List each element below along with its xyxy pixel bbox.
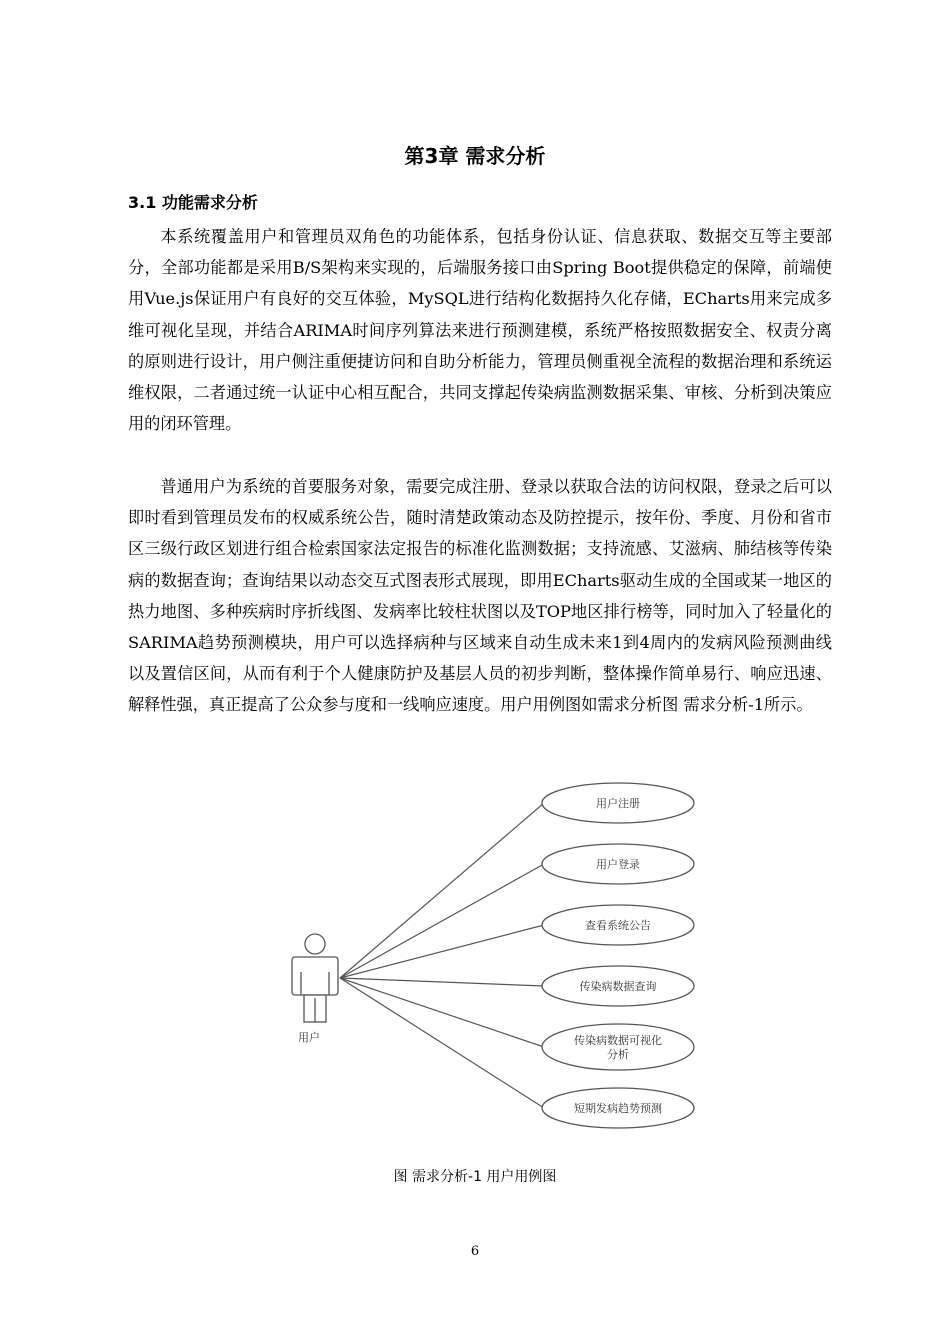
actor-label: 用户 — [298, 1031, 320, 1044]
use-case-label: 用户登录 — [596, 858, 640, 871]
use-case-label: 传染病数据查询 — [579, 980, 657, 993]
associations — [340, 803, 544, 1108]
association-line — [340, 978, 544, 986]
use-case — [542, 783, 694, 823]
use-cases — [542, 783, 694, 1128]
paragraph-intro: 本系统覆盖用户和管理员双角色的功能体系，包括身份认证、信息获取、数据交互等主要部分，全部功能都是采用B/S架构来实现的，后端服务接口由Spring Boot提供稳定的保障，前端使用Vue.js保证用户有良好的交互体验，MySQL进行结构化数据持久化存储，ECharts用来完成多维可视化呈现，并结合ARIMA时间序列算法来进行预测建模，系统严格按照数据安全、权责分离的原则进行设计，用户侧注重便捷访问和自助分析能力，管理员侧重视全流程的数据治理和系统运维权限，二者通过统一认证中心相互配合，共同支撑起传染病监测数据采集、审核、分析到决策应用的闭环管理。 — [128, 227, 832, 434]
use-case — [542, 966, 694, 1006]
actor-head — [305, 934, 325, 954]
chapter-title: 第3章 需求分析 — [404, 144, 546, 168]
use-case-ellipse — [542, 1024, 694, 1070]
figure-caption: 图 需求分析-1 用户用例图 — [393, 1169, 557, 1185]
association-line — [340, 978, 544, 1108]
association-line — [340, 978, 544, 1047]
use-case-label: 分析 — [607, 1048, 629, 1061]
actor-figure — [292, 934, 338, 1022]
section-title: 3.1 功能需求分析 — [128, 193, 258, 212]
page-number: 6 — [470, 1244, 480, 1259]
paragraph-user-features: 普通用户为系统的首要服务对象，需要完成注册、登录以获取合法的访问权限，登录之后可以即时看到管理员发布的权威系统公告，随时清楚政策动态及防控提示，按年份、季度、月份和省市区三级行政区划进行组合检索国家法定报告的标准化监测数据；支持流感、艾滋病、肺结核等传染病的数据查询；查询结果以动态交互式图表形式展现，即用ECharts驱动生成的全国或某一地区的热力地图、多种疾病时序折线图、发病率比较柱状图以及TOP地区排行榜等，同时加入了轻量化的SARIMA趋势预测模块，用户可以选择病种与区域来自动生成未来1到4周内的发病风险预测曲线以及置信区间，从而有利于个人健康防护及基层人员的初步判断，整体操作简单易行、响应迅速、解释性强，真正提高了公众参与度和一线响应速度。用户用例图如需求分析图 需求分析-1所示。 — [128, 477, 832, 715]
use-case-label: 传染病数据可视化 — [574, 1034, 662, 1047]
actor-body — [292, 957, 338, 995]
use-case-label: 短期发病趋势预测 — [574, 1102, 662, 1115]
use-case-diagram — [280, 782, 720, 1142]
use-case-label: 用户注册 — [596, 797, 640, 810]
use-case — [542, 1088, 694, 1128]
association-line — [340, 864, 544, 978]
use-case-label: 查看系统公告 — [585, 919, 651, 932]
use-case — [542, 1024, 694, 1070]
use-case — [542, 905, 694, 945]
use-case — [542, 844, 694, 884]
